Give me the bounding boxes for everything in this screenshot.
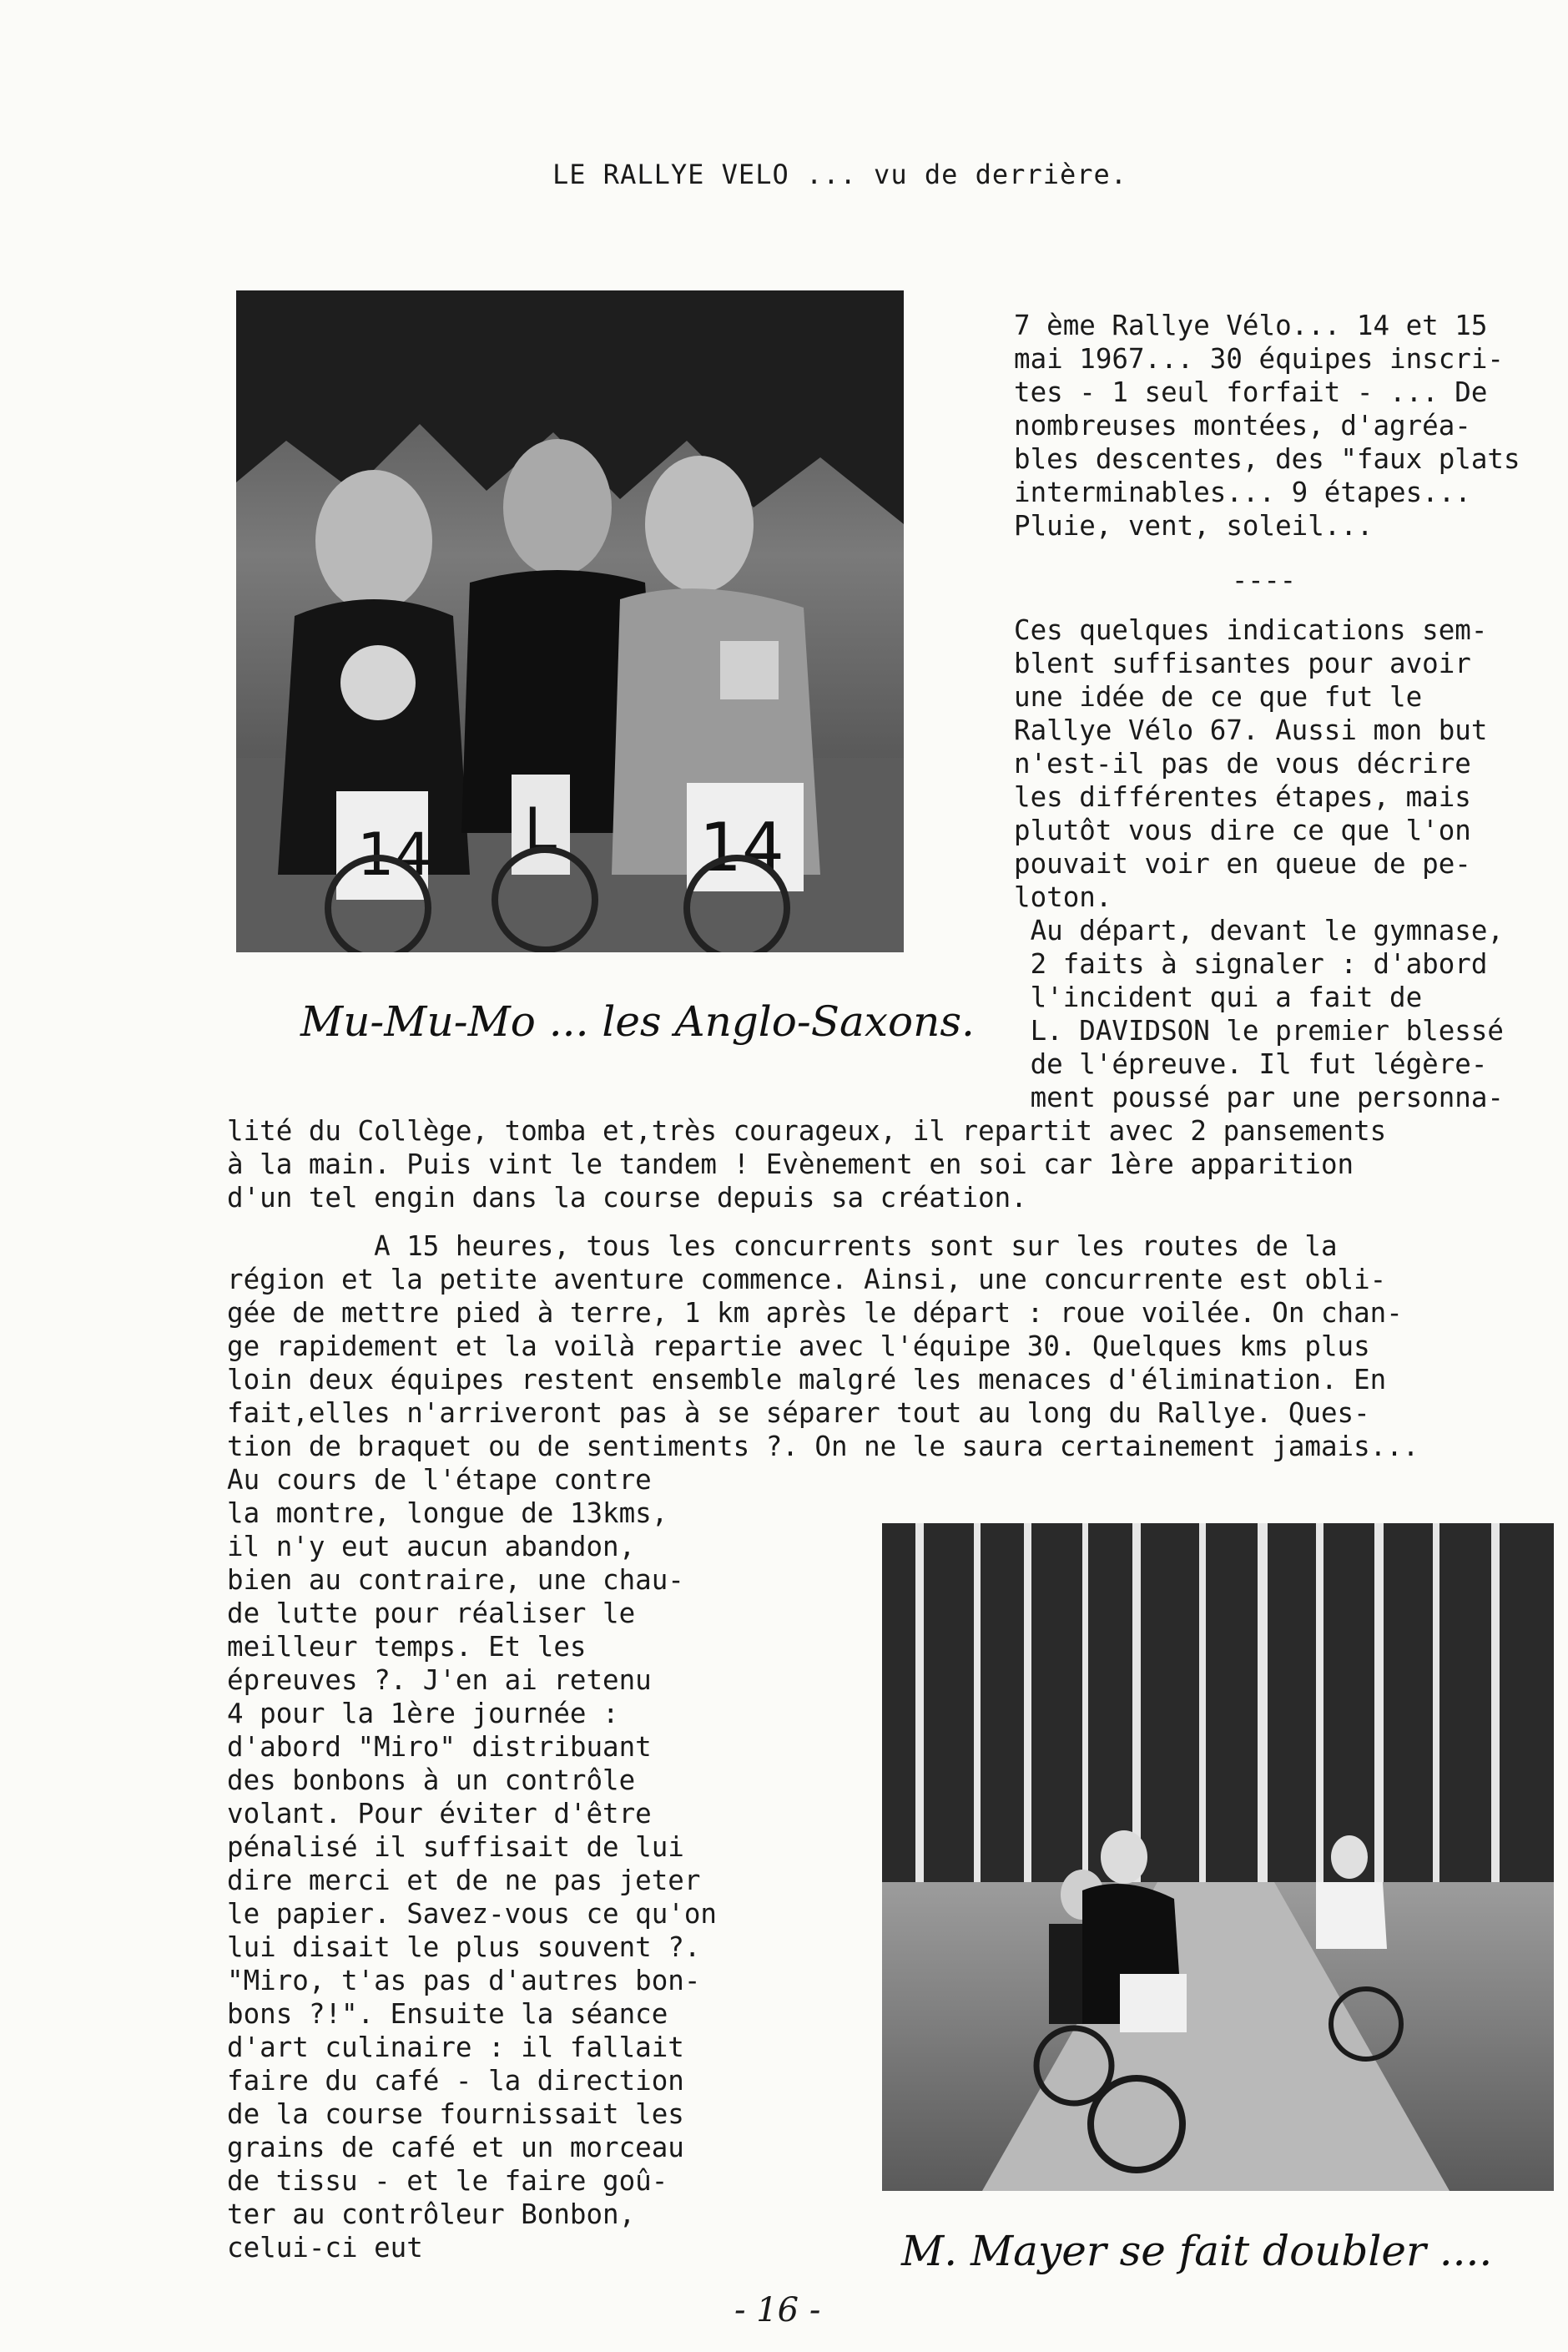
svg-text:14: 14 — [699, 809, 784, 886]
text-line: loin deux équipes restent ensemble malgré les menaces d'élimination. En — [227, 1364, 1387, 1396]
text-line: celui-ci eut — [227, 2232, 423, 2264]
text-line: bien au contraire, une chau- — [227, 1564, 684, 1596]
text-line: des bonbons à un contrôle — [227, 1764, 636, 1796]
page-number: - 16 - — [734, 2291, 821, 2329]
text-line: tes - 1 seul forfait - ... De — [1014, 376, 1488, 408]
text-line: de lutte pour réaliser le — [227, 1597, 636, 1629]
text-line: meilleur temps. Et les — [227, 1631, 587, 1663]
text-line: loton. — [1014, 881, 1112, 913]
text-line: de tissu - et le faire goû- — [227, 2165, 668, 2197]
text-line: plutôt vous dire ce que l'on — [1014, 815, 1471, 846]
text-line: interminables... 9 étapes... — [1014, 477, 1471, 508]
text-line: A 15 heures, tous les concurrents sont sur les routes de la — [227, 1230, 1338, 1262]
text-line: de l'épreuve. Il fut légère- — [1014, 1048, 1488, 1080]
text-line: lité du Collège, tomba et,très courageux, il repartit avec 2 pansements — [227, 1115, 1387, 1147]
text-line: la montre, longue de 13kms, — [227, 1497, 668, 1529]
text-line: Pluie, vent, soleil... — [1014, 510, 1374, 542]
text-line: une idée de ce que fut le — [1014, 681, 1423, 713]
text-line: Au départ, devant le gymnase, — [1014, 915, 1504, 946]
text-line: dire merci et de ne pas jeter — [227, 1865, 701, 1896]
text-line: pénalisé il suffisait de lui — [227, 1831, 684, 1863]
text-line: 2 faits à signaler : d'abord — [1014, 948, 1488, 980]
text-line: bons ?!". Ensuite la séance — [227, 1998, 668, 2030]
text-line: région et la petite aventure commence. Ainsi, une concurrente est obli- — [227, 1264, 1387, 1295]
text-line: Au cours de l'étape contre — [227, 1464, 652, 1496]
text-line: 4 pour la 1ère journée : — [227, 1698, 619, 1729]
text-line: faire du café - la direction — [227, 2065, 684, 2097]
text-line: n'est-il pas de vous décrire — [1014, 748, 1471, 780]
photo-cyclists-forest — [882, 1523, 1554, 2191]
svg-text:L: L — [524, 795, 557, 864]
text-line: "Miro, t'as pas d'autres bon- — [227, 1965, 701, 1996]
text-line: à la main. Puis vint le tandem ! Evènement en soi car 1ère apparition — [227, 1148, 1354, 1180]
text-line: gée de mettre pied à terre, 1 km après le départ : roue voilée. On chan- — [227, 1297, 1403, 1329]
text-line: épreuves ?. J'en ai retenu — [227, 1664, 652, 1696]
text-line: d'art culinaire : il fallait — [227, 2032, 684, 2063]
text-line: grains de café et un morceau — [227, 2132, 684, 2163]
photo1-caption: Mu-Mu-Mo ... les Anglo-Saxons. — [300, 997, 975, 1046]
text-line: Ces quelques indications sem- — [1014, 614, 1488, 646]
text-line: nombreuses montées, d'agréa- — [1014, 410, 1471, 442]
text-line: 7 ème Rallye Vélo... 14 et 15 — [1014, 310, 1488, 341]
photo2-caption: M. Mayer se fait doubler .... — [901, 2227, 1493, 2275]
text-line: volant. Pour éviter d'être — [227, 1798, 652, 1830]
text-line: les différentes étapes, mais — [1014, 781, 1471, 813]
text-line: ge rapidement et la voilà repartie avec l'équipe 30. Quelques kms plus — [227, 1330, 1370, 1362]
text-line: tion de braquet ou de sentiments ?. On ne le saura certainement jamais... — [227, 1431, 1419, 1462]
text-line: L. DAVIDSON le premier blessé — [1014, 1015, 1504, 1047]
text-line: ment poussé par une personna- — [1014, 1082, 1504, 1113]
separator: ---- — [1232, 564, 1297, 596]
text-line: pouvait voir en queue de pe- — [1014, 848, 1471, 880]
text-line: il n'y eut aucun abandon, — [227, 1531, 636, 1562]
photo-three-boys — [236, 290, 904, 952]
text-line: l'incident qui a fait de — [1014, 982, 1423, 1013]
text-line: mai 1967... 30 équipes inscri- — [1014, 343, 1504, 375]
text-line: d'abord "Miro" distribuant — [227, 1731, 652, 1763]
text-line: d'un tel engin dans la course depuis sa création. — [227, 1182, 1027, 1214]
text-line: le papier. Savez-vous ce qu'on — [227, 1898, 717, 1930]
page-title: LE RALLYE VELO ... vu de derrière. — [552, 159, 1128, 190]
text-line: bles descentes, des "faux plats — [1014, 443, 1520, 475]
svg-text:14: 14 — [357, 820, 432, 889]
text-line: de la course fournissait les — [227, 2098, 684, 2130]
text-line: fait,elles n'arriveront pas à se séparer tout au long du Rallye. Ques- — [227, 1397, 1370, 1429]
text-line: lui disait le plus souvent ?. — [227, 1931, 701, 1963]
text-line: Rallye Vélo 67. Aussi mon but — [1014, 714, 1488, 746]
text-line: ter au contrôleur Bonbon, — [227, 2198, 636, 2230]
text-line: blent suffisantes pour avoir — [1014, 648, 1471, 679]
